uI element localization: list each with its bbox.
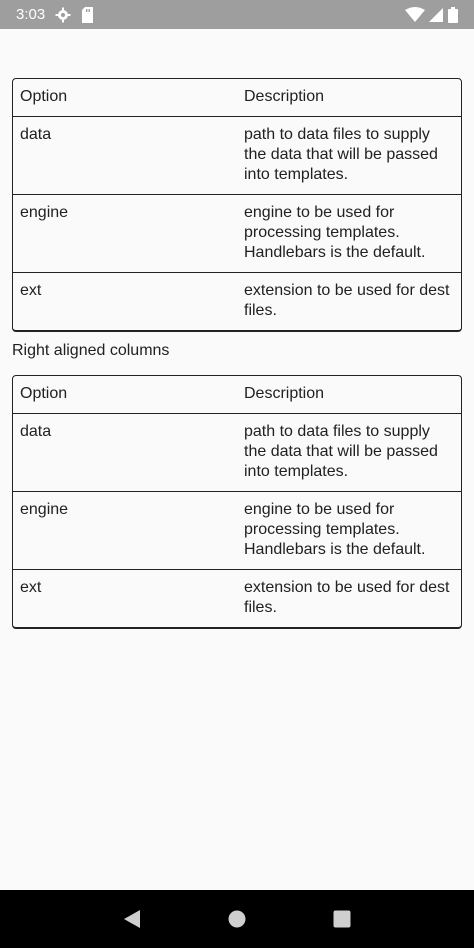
table-row — [13, 194, 461, 272]
recents-icon[interactable] — [333, 910, 351, 928]
cell-option: data — [20, 126, 52, 143]
cell-option: engine — [20, 501, 69, 518]
cell-description: path to data files to supply the data that will be passed into templates. — [244, 423, 438, 480]
sd-card-icon — [81, 7, 94, 23]
table-header-row — [13, 376, 461, 413]
back-icon[interactable] — [123, 909, 141, 929]
table-row — [13, 272, 461, 330]
signal-icon — [429, 7, 444, 23]
cell-option: ext — [20, 579, 42, 596]
cell-description: engine to be used for processing templates. Handlebars is the default. — [244, 204, 426, 261]
right-aligned-table — [12, 375, 462, 629]
home-icon[interactable] — [228, 910, 246, 928]
cell-description: extension to be used for dest files. — [244, 282, 450, 319]
status-bar — [0, 0, 474, 29]
table-row — [13, 491, 461, 569]
header-description: Description — [244, 385, 325, 402]
settings-icon — [55, 7, 71, 23]
cell-option: engine — [20, 204, 69, 221]
battery-icon — [448, 7, 458, 23]
cell-description: engine to be used for processing templates. Handlebars is the default. — [244, 501, 426, 558]
table-row — [13, 116, 461, 194]
section-caption: Right aligned columns — [12, 342, 170, 359]
navigation-bar — [0, 890, 474, 948]
status-time: 3:03 — [16, 6, 46, 23]
cell-description: path to data files to supply the data that will be passed into templates. — [244, 126, 438, 183]
table-row — [13, 569, 461, 627]
options-table — [12, 78, 462, 332]
header-option: Option — [20, 88, 68, 105]
cell-option: ext — [20, 282, 42, 299]
cell-description: extension to be used for dest files. — [244, 579, 450, 616]
header-description: Description — [244, 88, 325, 105]
wifi-icon — [405, 7, 425, 23]
table-header-row — [13, 79, 461, 116]
cell-option: data — [20, 423, 52, 440]
table-row — [13, 413, 461, 491]
header-option: Option — [20, 385, 68, 402]
